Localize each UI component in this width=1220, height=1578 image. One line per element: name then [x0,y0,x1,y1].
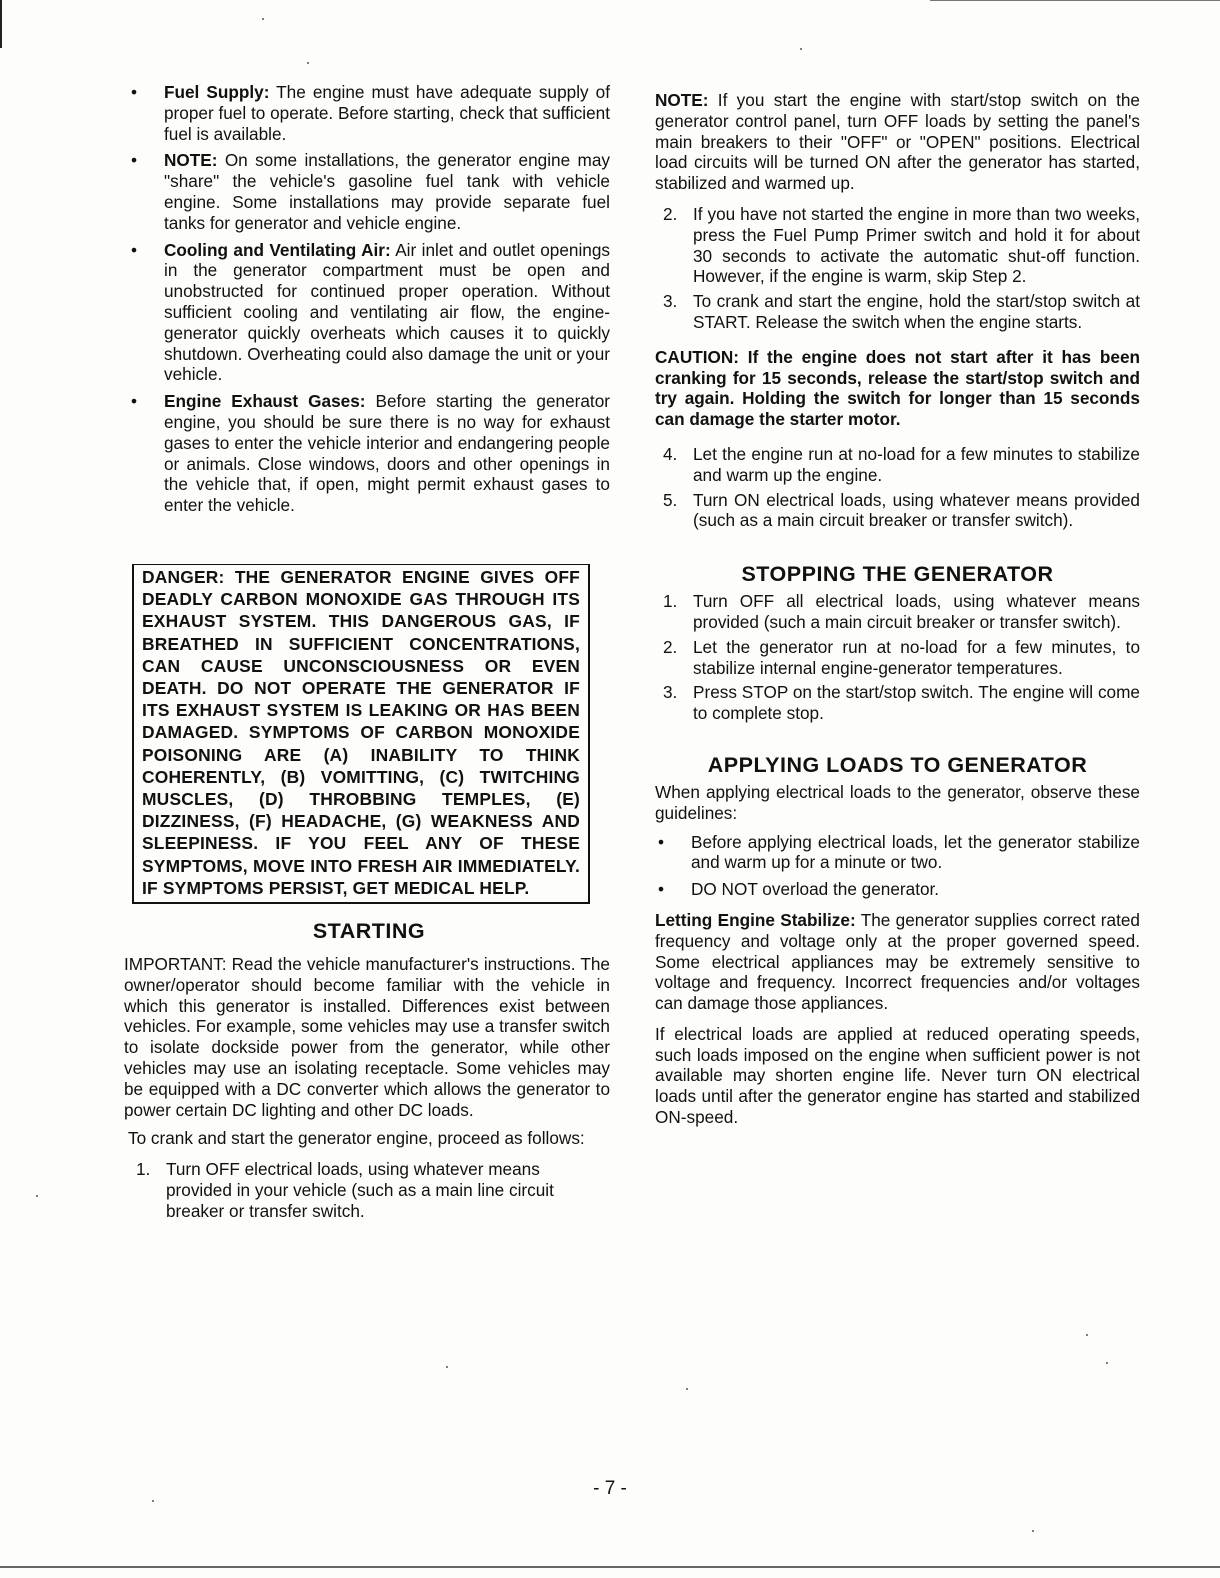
left-column [124,82,610,1226]
heading-starting: STARTING [312,918,426,943]
page-number: - 7 - [593,1478,627,1499]
bullet-text: Before starting the generator engine, you should be sure there is no way for exhaust gases to enter the vehicle interior and endangering people or animals. Close windows, doors and other openings in the vehicle that, if open, might permit exhaust gases to enter the vehicle. [164,391,610,516]
bullet-dot-icon: • [130,239,138,260]
step-text: Turn OFF electrical loads, using whatever means provided in your vehicle (such as a main line circuit breaker or transfer switch. [166,1159,554,1221]
reduced-speed-paragraph: If electrical loads are applied at reduced operating speeds, such loads imposed on the engine when sufficient power is not available may shorten engine life. Never turn ON electrical loads until after the generator engine has started and stabilized ON-speed. [655,1023,1140,1128]
bullet-text: On some installations, the generator engine may "share" the vehicle's gasoline fuel tank with vehicle engine. Some installations may provide separate fuel tanks for generator and vehicle engine. [164,150,610,233]
step-text: To crank and start the engine, hold the start/stop switch at START. Release the switch when the engine starts. [693,291,1140,332]
note-paragraph [655,90,1140,194]
step-text: Let the engine run at no-load for a few minutes to stabilize and warm up the engine. [693,443,1140,485]
note-label: NOTE: [655,90,709,110]
bullet-cooling-air [128,240,610,386]
start-step-2 [655,204,1140,287]
start-step-4 [655,444,1140,486]
bullet-dot-icon: • [130,82,138,102]
step-number: 1. [136,1159,151,1180]
bullet-text: Before applying electrical loads, let the generator stabilize and warm up for a minute or two. [691,831,1140,873]
bullet-fuel-supply [128,82,610,144]
step-number: 3. [663,291,678,312]
scan-speck [307,62,309,64]
step-text: Turn ON electrical loads, using whatever means provided (such as a main circuit breaker or transfer switch). [693,489,1140,531]
stop-step-3 [655,682,1140,724]
step-number: 2. [663,203,678,224]
start-step-3 [655,291,1140,333]
applying-bullet-overload [655,879,1140,900]
step-number: 1. [663,591,678,612]
step-text: Let the generator run at no-load for a few minutes, to stabilize internal engine-generator temperatures. [693,636,1140,678]
bullet-dot-icon: • [657,831,665,852]
step-number: 2. [663,636,678,657]
heading-stopping: STOPPING THE GENERATOR [741,562,1054,587]
scan-edge-bottom [0,1566,1220,1568]
scan-speck [446,1366,448,1368]
scan-speck [152,1500,154,1502]
bullet-dot-icon: • [130,150,138,171]
step-number: 3. [663,682,678,703]
bullet-exhaust-gases [128,391,610,516]
bullet-dot-icon: • [130,391,138,412]
letting-label: Letting Engine Stabilize: [655,909,856,930]
bullet-label: Engine Exhaust Gases: [164,391,366,412]
applying-bullet-stabilize [655,832,1140,874]
step-text: Press STOP on the start/stop switch. The engine will come to complete stop. [693,682,1140,724]
heading-applying-loads: APPLYING LOADS TO GENERATOR [707,752,1088,777]
scan-speck [36,1195,38,1197]
danger-text: DANGER: THE GENERATOR ENGINE GIVES OFF DEADLY CARBON MONOXIDE GAS THROUGH ITS EXHAUST SYSTEM. THIS DANGEROUS GAS, IF BREATHED IN SUFFICIENT CONCENTRATIONS, CAN CAUSE UNCONSCIOUSNESS OR EVEN DEATH. DO NOT OPERATE THE GENERATOR IF ITS EXHAUST SYSTEM IS LEAKING OR HAS BEEN DAMAGED. SYMPTOMS OF CARBON MONOXIDE POISONING ARE (A) INABILITY TO THINK COHERENTLY, (B) VOMITTING, (C) TWITCHING MUSCLES, (D) THROBBING TEMPLES, (E) DIZZINESS, (F) HEADACHE, (G) WEAKNESS AND SLEEPINESS. IF YOU FEEL ANY OF THESE SYMPTOMS, MOVE INTO FRESH AIR IMMEDIATELY. IF SYMPTOMS PERSIST, GET MEDICAL HELP. [142,566,580,898]
letting-text: The generator supplies correct rated frequency and voltage only at the proper governed speed. Some electrical appliances may be extremely sensitive to voltage and frequency. Incorrect frequencies and/or voltages can damage those appliances. [655,909,1140,1014]
step-number: 4. [663,443,678,464]
bullet-note-shared-tank [128,150,610,233]
note-text: If you start the engine with start/stop switch on the generator control panel, turn OFF loads by setting the panel's main breakers to their "OFF" or "OPEN" positions. Electrical load circuits will be turned ON after the generator has started, stabilized and warmed up. [655,90,1140,194]
danger-box-top-border [134,564,588,565]
bullet-label: Fuel Supply: [164,82,270,102]
bullet-text: Air inlet and outlet openings in the generator compartment must be open and unobstructed for continued proper operation. Without sufficient cooling and ventilating air flow, the engine-generator quickly overheats which causes it to quickly shutdown. Overheating could also damage the unit or your vehicle. [164,239,610,385]
step-text: If you have not started the engine in more than two weeks, press the Fuel Pump Primer switch and hold it for about 30 seconds to activate the automatic shut-off function. However, if the engine is warm, skip Step 2. [693,203,1140,287]
scan-speck [800,48,802,50]
bullet-dot-icon: • [657,879,665,900]
start-step-1 [128,1159,610,1221]
bullet-label: Cooling and Ventilating Air: [164,239,391,260]
danger-box [132,564,590,904]
stop-step-1 [655,591,1140,633]
crank-intro: To crank and start the generator engine, proceed as follows: [128,1128,585,1149]
scan-speck [686,1388,688,1390]
scan-speck [262,18,264,20]
bullet-text: DO NOT overload the generator. [691,879,940,900]
scan-speck [1032,1530,1034,1532]
step-text: Turn OFF all electrical loads, using whatever means provided (such a main circuit breaker or transfer switch). [693,591,1140,632]
applying-intro: When applying electrical loads to the generator, observe these guidelines: [655,781,1140,823]
bullet-label: NOTE: [164,150,218,171]
bullet-text: The engine must have adequate supply of proper fuel to operate. Before starting, check that sufficient fuel is available. [164,82,610,144]
letting-engine-stabilize-paragraph [655,910,1140,1014]
start-step-5 [655,490,1140,532]
scan-edge-top [930,0,1220,1]
right-column [655,90,1140,1128]
step-number: 5. [663,489,678,510]
scan-speck [1086,1334,1088,1336]
caution-paragraph: CAUTION: If the engine does not start after it has been cranking for 15 seconds, release the start/stop switch and try again. Holding the switch for longer than 15 seconds can damage the starter motor. [655,346,1140,430]
scan-edge-left [0,0,2,48]
scan-speck [1106,1362,1108,1364]
important-paragraph: IMPORTANT: Read the vehicle manufacturer's instructions. The owner/operator should become familiar with the vehicle in which this generator is installed. Differences exist between vehicles. For example, some vehicles may use a transfer switch to isolate dockside power from the generator, while other vehicles may use an isolating receptacle. Some vehicles may be equipped with a DC converter which allows the generator to power certain DC lighting and other DC loads. [124,953,610,1120]
stop-step-2 [655,637,1140,679]
